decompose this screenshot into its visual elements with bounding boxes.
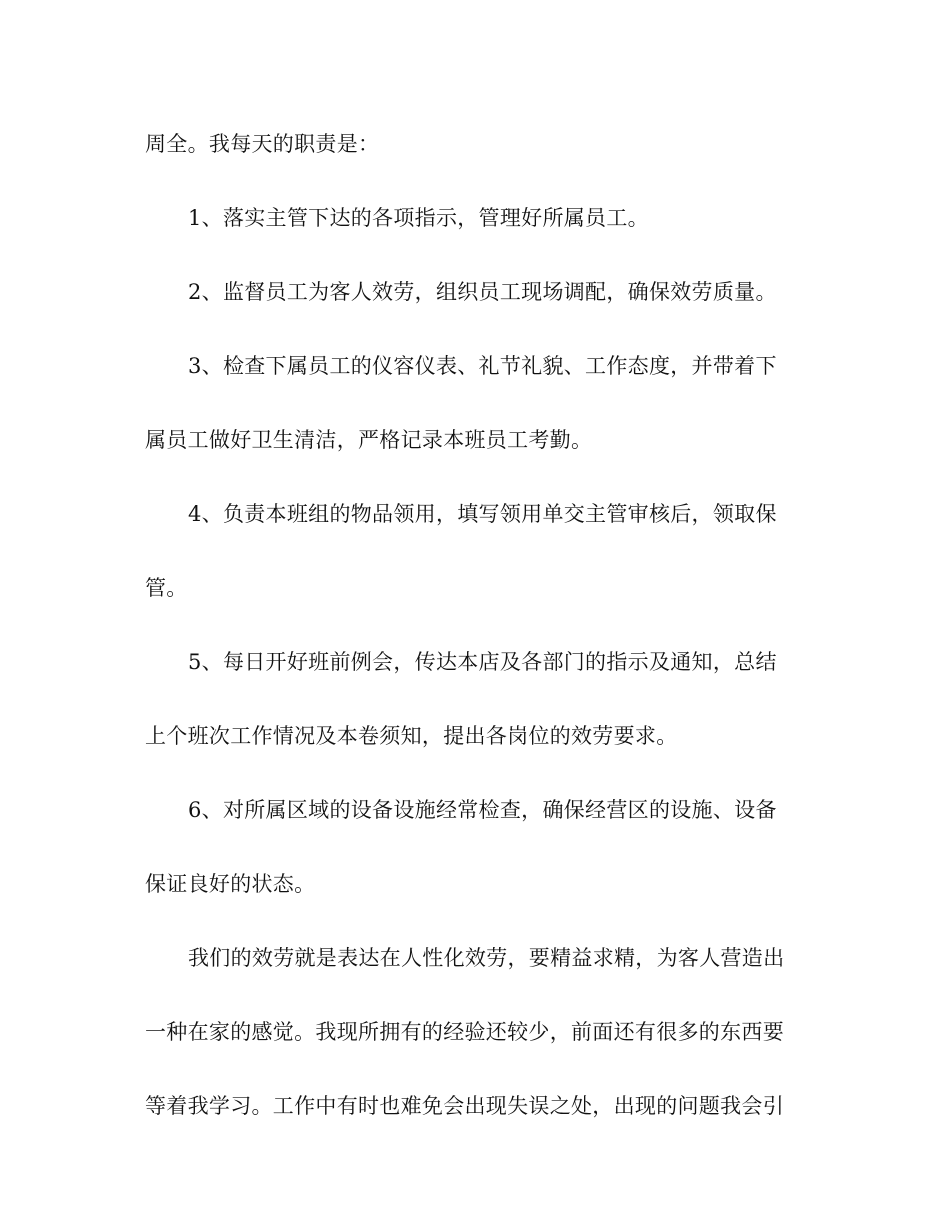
text-line: 等着我学习。工作中有时也难免会出现失误之处，出现的问题我会引 [145, 1094, 784, 1118]
text-line: 属员工做好卫生清洁，严格记录本班员工考勤。 [145, 428, 593, 452]
text-line: 管。 [145, 576, 188, 600]
text-line: 我们的效劳就是表达在人性化效劳，要精益求精，为客人营造出 [188, 946, 785, 970]
text-line: 2、监督员工为客人效劳，组织员工现场调配，确保效劳质量。 [188, 280, 777, 304]
text-line: 周全。我每天的职责是： [145, 132, 380, 156]
text-line: 1、落实主管下达的各项指示，管理好所属员工。 [188, 206, 649, 230]
text-line: 一种在家的感觉。我现所拥有的经验还较少，前面还有很多的东西要 [145, 1020, 784, 1044]
text-line: 5、每日开好班前例会，传达本店及各部门的指示及通知，总结 [188, 650, 777, 674]
text-line: 3、检查下属员工的仪容仪表、礼节礼貌、工作态度，并带着下 [188, 354, 777, 378]
text-line: 上个班次工作情况及本卷须知，提出各岗位的效劳要求。 [145, 724, 678, 748]
text-line: 6、对所属区域的设备设施经常检查，确保经营区的设施、设备 [188, 798, 777, 822]
text-line: 保证良好的状态。 [145, 872, 316, 896]
text-line: 4、负责本班组的物品领用，填写领用单交主管审核后，领取保 [188, 502, 777, 526]
